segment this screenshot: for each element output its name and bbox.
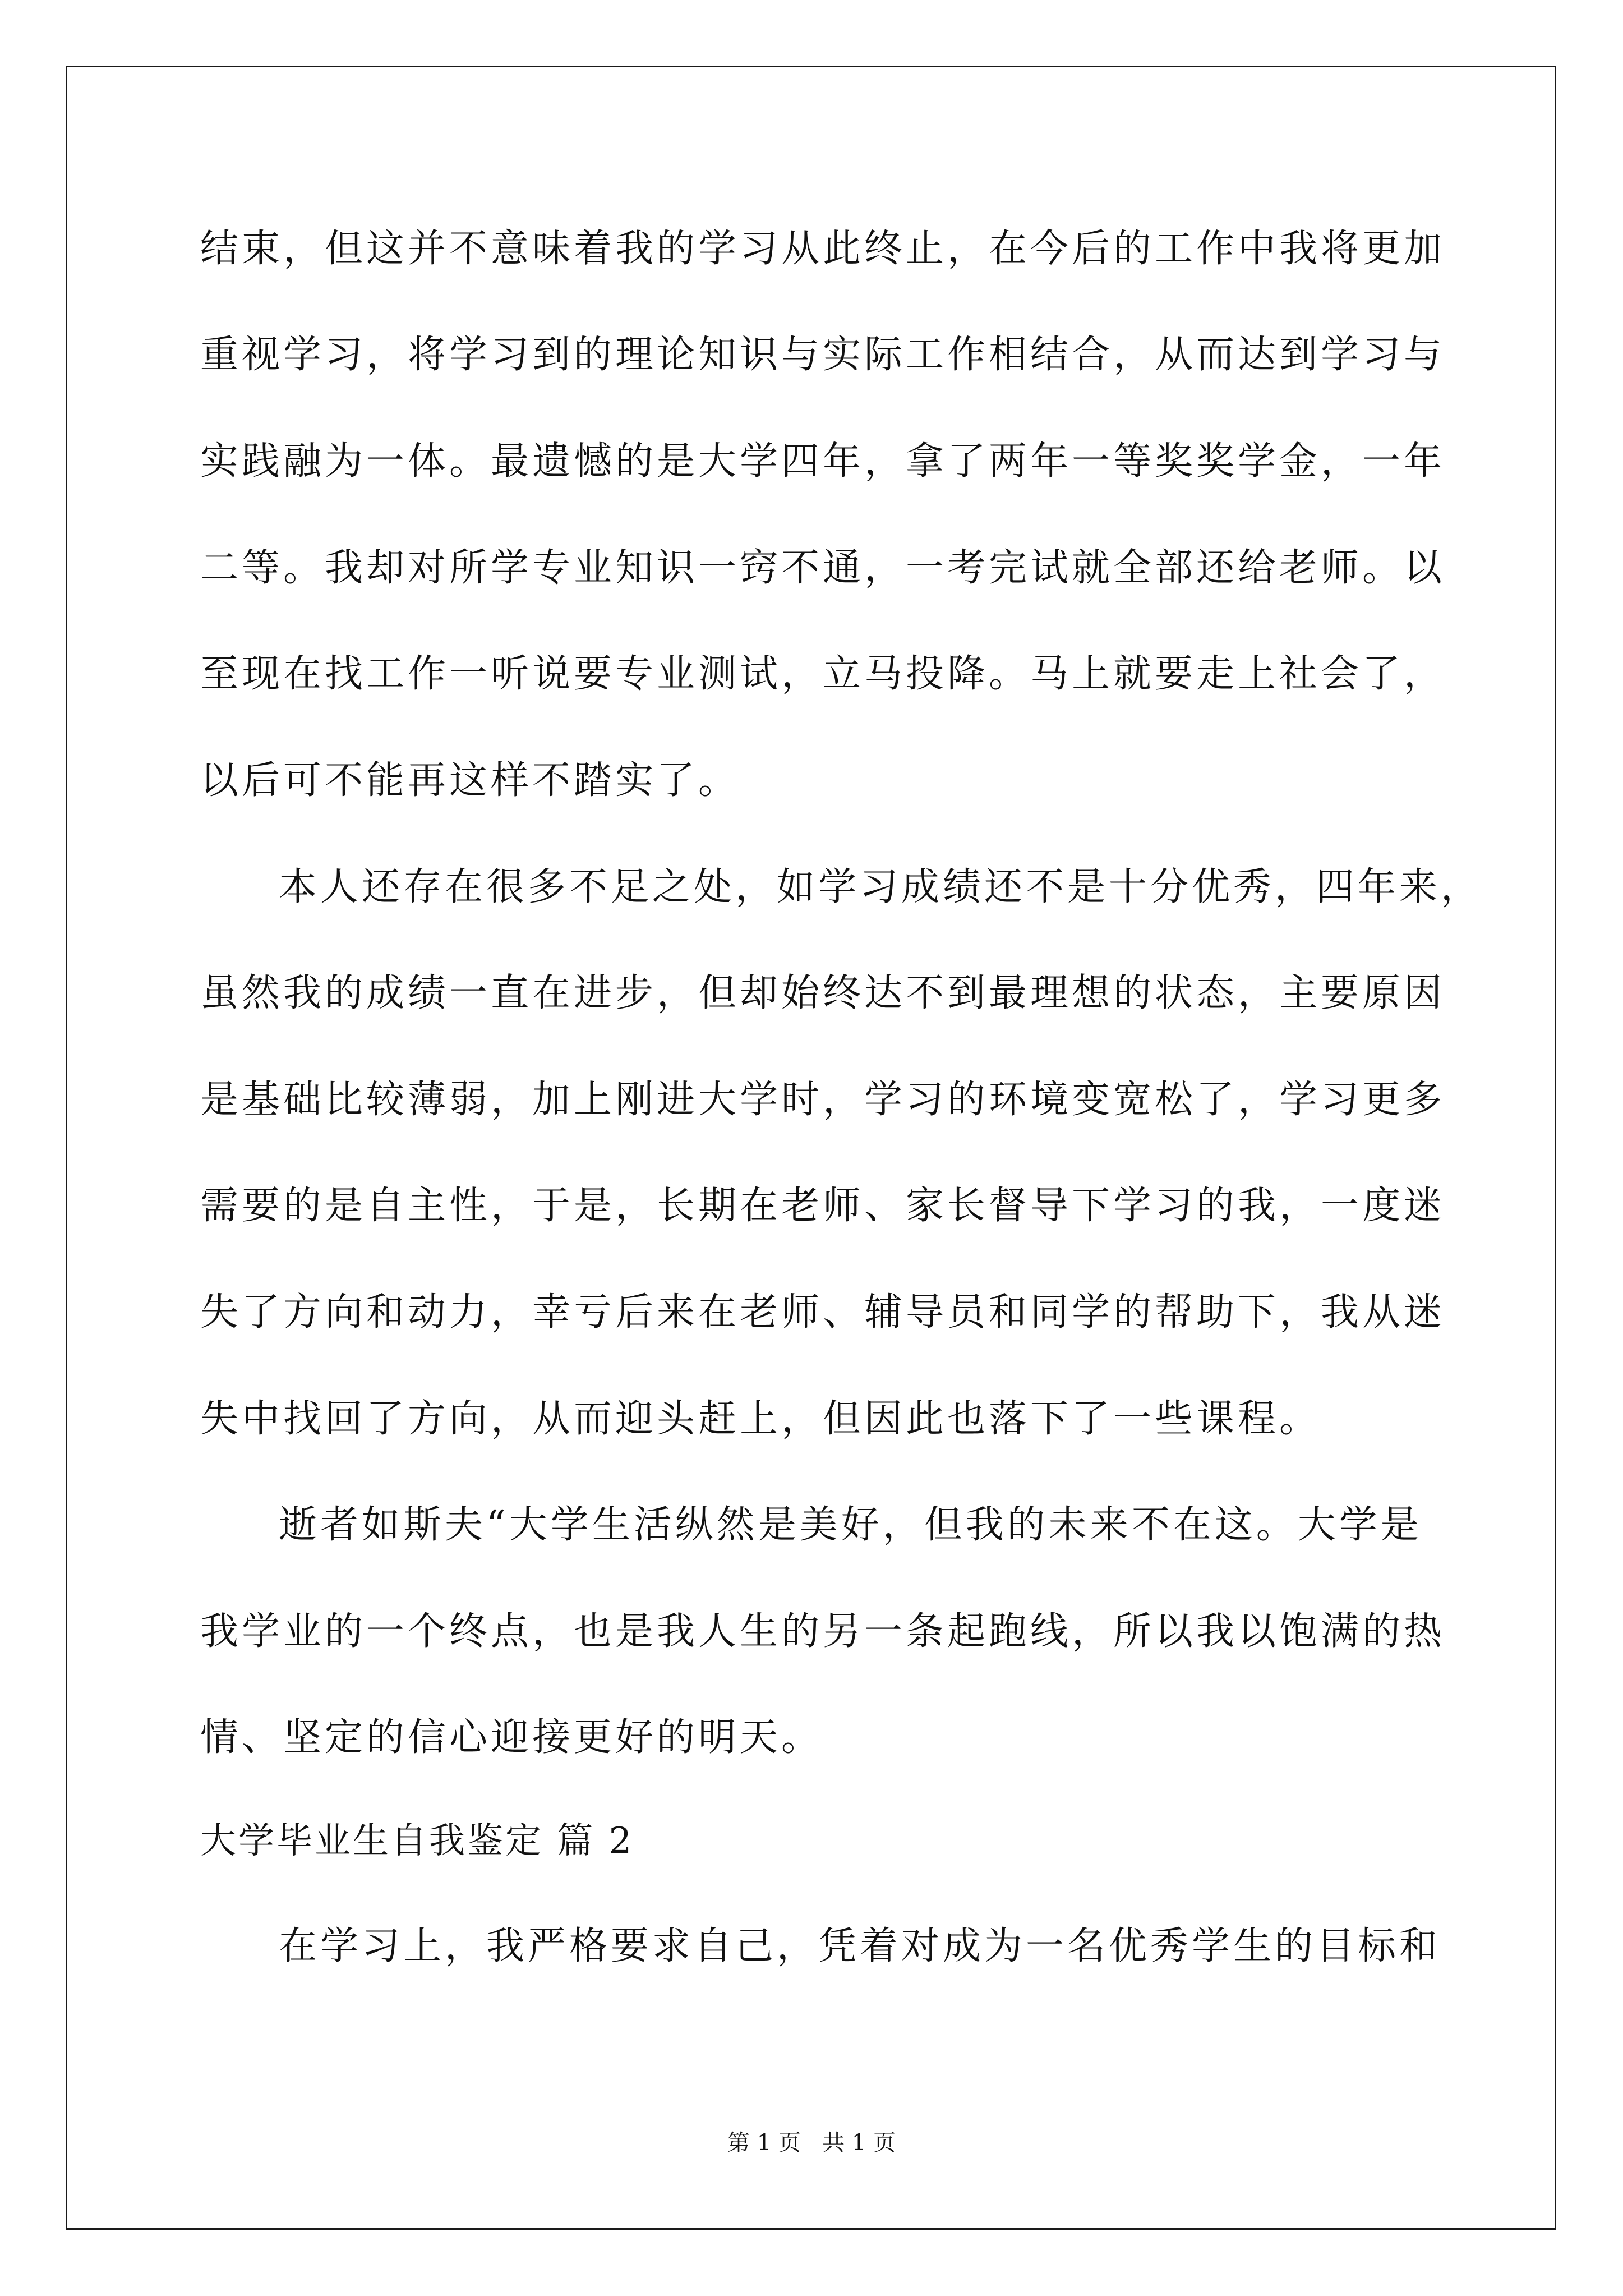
paragraph-start-line: 在学习上，我严格要求自己，凭着对成为一名优秀学生的目标和 [279,1924,1441,1968]
body-line: 以后可不能再这样不踏实了。 [200,758,740,803]
page-border [66,66,1556,2230]
body-line: 失了方向和动力，幸亏后来在老师、辅导员和同学的帮助下，我从迷 [200,1290,1446,1335]
paragraph-start-line: 逝者如斯夫“大学生活纵然是美好，但我的未来不在这。大学是 [279,1503,1422,1547]
body-line: 至现在找工作一听说要专业测试，立马投降。马上就要走上社会了， [200,652,1446,696]
paragraph-start-line: 本人还存在很多不足之处，如学习成绩还不是十分优秀，四年来， [279,865,1483,909]
body-line: 失中找回了方向，从而迎头赶上，但因此也落下了一些课程。 [200,1397,1321,1441]
body-line: 重视学习，将学习到的理论知识与实际工作相结合，从而达到学习与 [200,333,1446,377]
body-line: 结束，但这并不意味着我的学习从此终止，在今后的工作中我将更加 [200,227,1446,271]
body-line: 虽然我的成绩一直在进步，但却始终达不到最理想的状态，主要原因 [200,971,1446,1015]
section-heading: 大学毕业生自我鉴定 篇 2 [200,1820,634,1862]
body-line: 是基础比较薄弱，加上刚进大学时，学习的环境变宽松了，学习更多 [200,1078,1446,1122]
body-line: 我学业的一个终点，也是我人生的另一条起跑线，所以我以饱满的热 [200,1609,1446,1654]
body-line: 实践融为一体。最遗憾的是大学四年，拿了两年一等奖奖学金，一年 [200,439,1446,484]
page-number-footer: 第 1 页 共 1 页 [727,2130,896,2156]
body-line: 需要的是自主性，于是，长期在老师、家长督导下学习的我，一度迷 [200,1184,1446,1228]
body-line: 情、坚定的信心迎接更好的明天。 [200,1715,823,1760]
body-line: 二等。我却对所学专业知识一窍不通，一考完试就全部还给老师。以 [200,546,1446,590]
